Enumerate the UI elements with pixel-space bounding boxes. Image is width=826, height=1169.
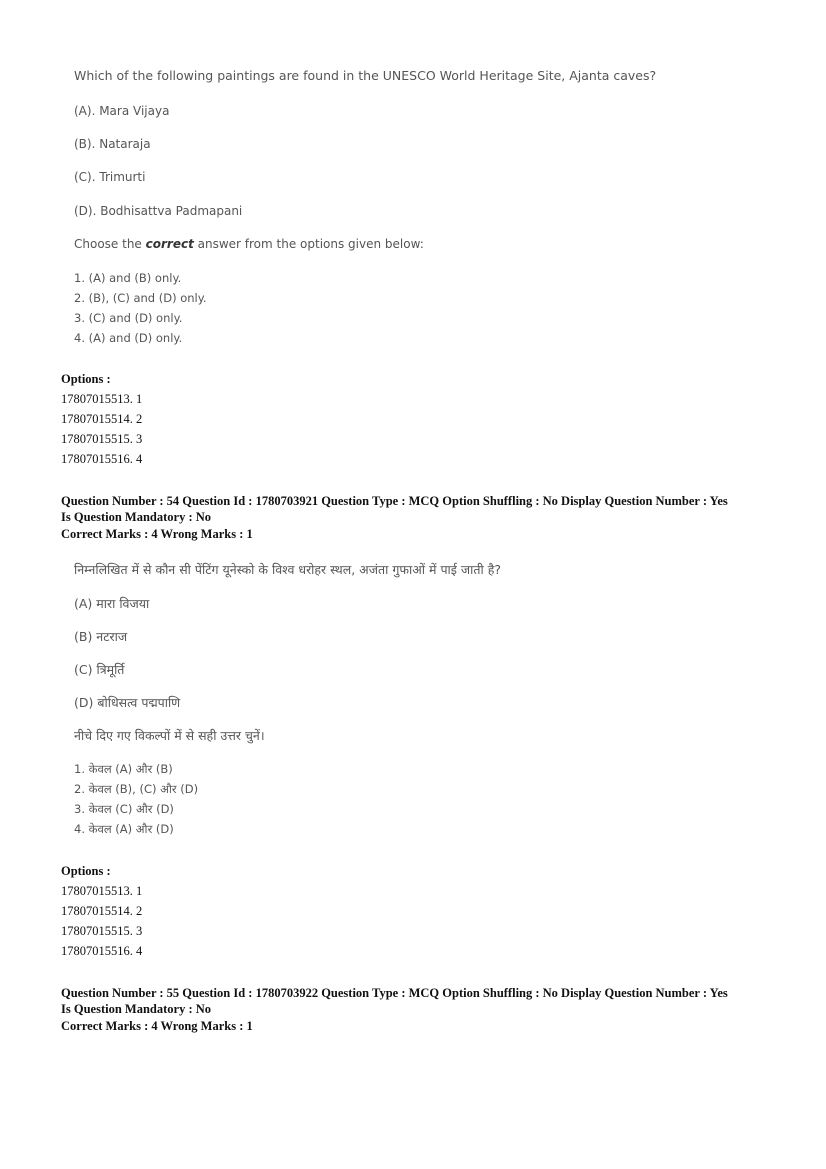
option-id-3: 17807015515. 3 [61,924,143,938]
answer-choice-1: 1. केवल (A) और (B) [74,762,173,776]
statement-a: (A). Mara Vijaya [74,104,170,118]
answer-choice-3: 3. केवल (C) और (D) [74,802,174,816]
options-label: Options : [61,372,111,386]
statement-d: (D) बोधिसत्व पद्मपाणि [74,695,181,710]
statement-b: (B). Nataraja [74,137,151,151]
statement-b: (B) नटराज [74,629,128,644]
choose-instruction [74,237,424,251]
choose-suffix: answer from the options given below: [193,237,424,251]
option-id-2: 17807015514. 2 [61,904,143,918]
question-meta-line: Question Number : 54 Question Id : 1780703921 Question Type : MCQ Option Shuffling : No Display Question Number : Yes [61,494,728,508]
answer-choice-4: 4. केवल (A) और (D) [74,822,174,836]
marks-line: Correct Marks : 4 Wrong Marks : 1 [61,527,253,541]
option-id-3: 17807015515. 3 [61,432,143,446]
statement-c: (C). Trimurti [74,170,146,184]
option-id-4: 17807015516. 4 [61,944,143,958]
statement-c: (C) त्रिमूर्ति [74,662,125,677]
answer-choice-3: 3. (C) and (D) only. [74,311,183,325]
option-id-1: 17807015513. 1 [61,884,143,898]
answer-choice-4: 4. (A) and (D) only. [74,331,183,345]
statement-a: (A) मारा विजया [74,596,150,611]
choose-instruction: नीचे दिए गए विकल्पों में से सही उत्तर चुनें। [74,728,265,743]
answer-choice-2: 2. (B), (C) and (D) only. [74,291,207,305]
question-stem: निम्नलिखित में से कौन सी पेंटिंग यूनेस्को के विश्व धरोहर स्थल, अजंता गुफाओं में पाई जाती है? [74,562,502,577]
question-meta-line: Question Number : 55 Question Id : 1780703922 Question Type : MCQ Option Shuffling : No Display Question Number : Yes [61,986,728,1000]
mandatory-line: Is Question Mandatory : No [61,510,212,524]
marks-line: Correct Marks : 4 Wrong Marks : 1 [61,1019,253,1033]
option-id-2: 17807015514. 2 [61,412,143,426]
answer-choice-1: 1. (A) and (B) only. [74,271,182,285]
choose-prefix: Choose the [74,237,146,251]
answer-choice-2: 2. केवल (B), (C) और (D) [74,782,199,796]
options-label: Options : [61,864,111,878]
statement-d: (D). Bodhisattva Padmapani [74,204,243,218]
choose-emphasis: correct [145,237,194,251]
mandatory-line: Is Question Mandatory : No [61,1002,212,1016]
option-id-4: 17807015516. 4 [61,452,143,466]
option-id-1: 17807015513. 1 [61,392,143,406]
question-stem: Which of the following paintings are found in the UNESCO World Heritage Site, Ajanta caves? [74,68,657,83]
